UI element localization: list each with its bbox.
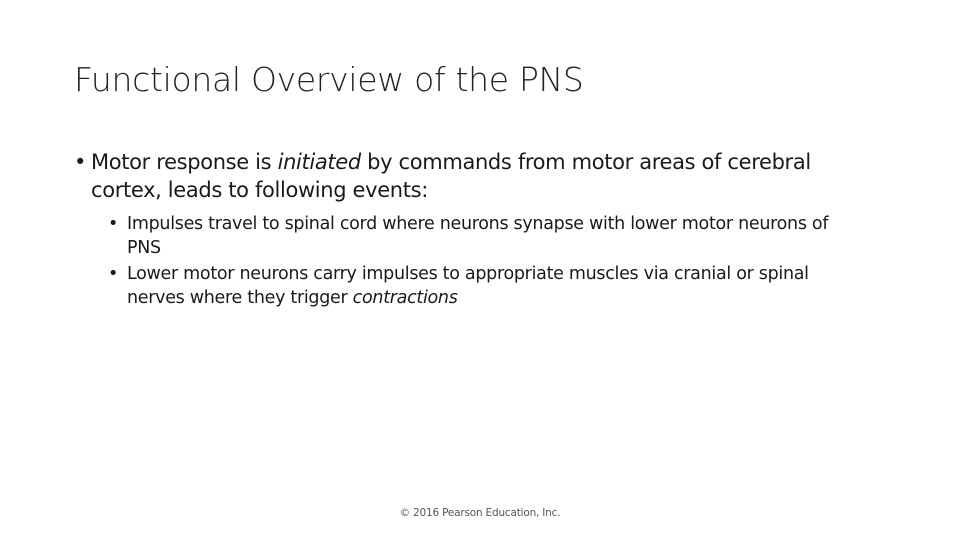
- sub-bullet-lower-motor-neurons: [108, 262, 857, 310]
- sub-bullet-dot-icon: •: [108, 214, 119, 234]
- sub-bullet-text-emphasis: contractions: [352, 288, 458, 308]
- bullet-dot-icon: •: [74, 150, 87, 174]
- sub-bullet-text: Impulses travel to spinal cord where neurons synapse with lower motor neurons of PNS: [127, 214, 829, 258]
- sub-bullet-text: Lower motor neurons carry impulses to appropriate muscles via cranial or spinal nerves where they trigger: [127, 264, 809, 308]
- sub-bullet-list: [74, 212, 864, 310]
- bullet-motor-response: [74, 148, 864, 204]
- copyright-footer: © 2016 Pearson Education, Inc.: [399, 507, 561, 519]
- bullet-text-end: by commands from motor areas of cerebral cortex, leads to following events:: [91, 150, 811, 202]
- sub-bullet-impulses: [108, 212, 857, 260]
- bullet-text-emphasis: initiated: [277, 150, 361, 174]
- slide-body: [74, 148, 864, 312]
- slide-title: Functional Overview of the PNS: [74, 60, 584, 99]
- bullet-text-start: Motor response is: [91, 150, 278, 174]
- sub-bullet-dot-icon: •: [108, 264, 119, 284]
